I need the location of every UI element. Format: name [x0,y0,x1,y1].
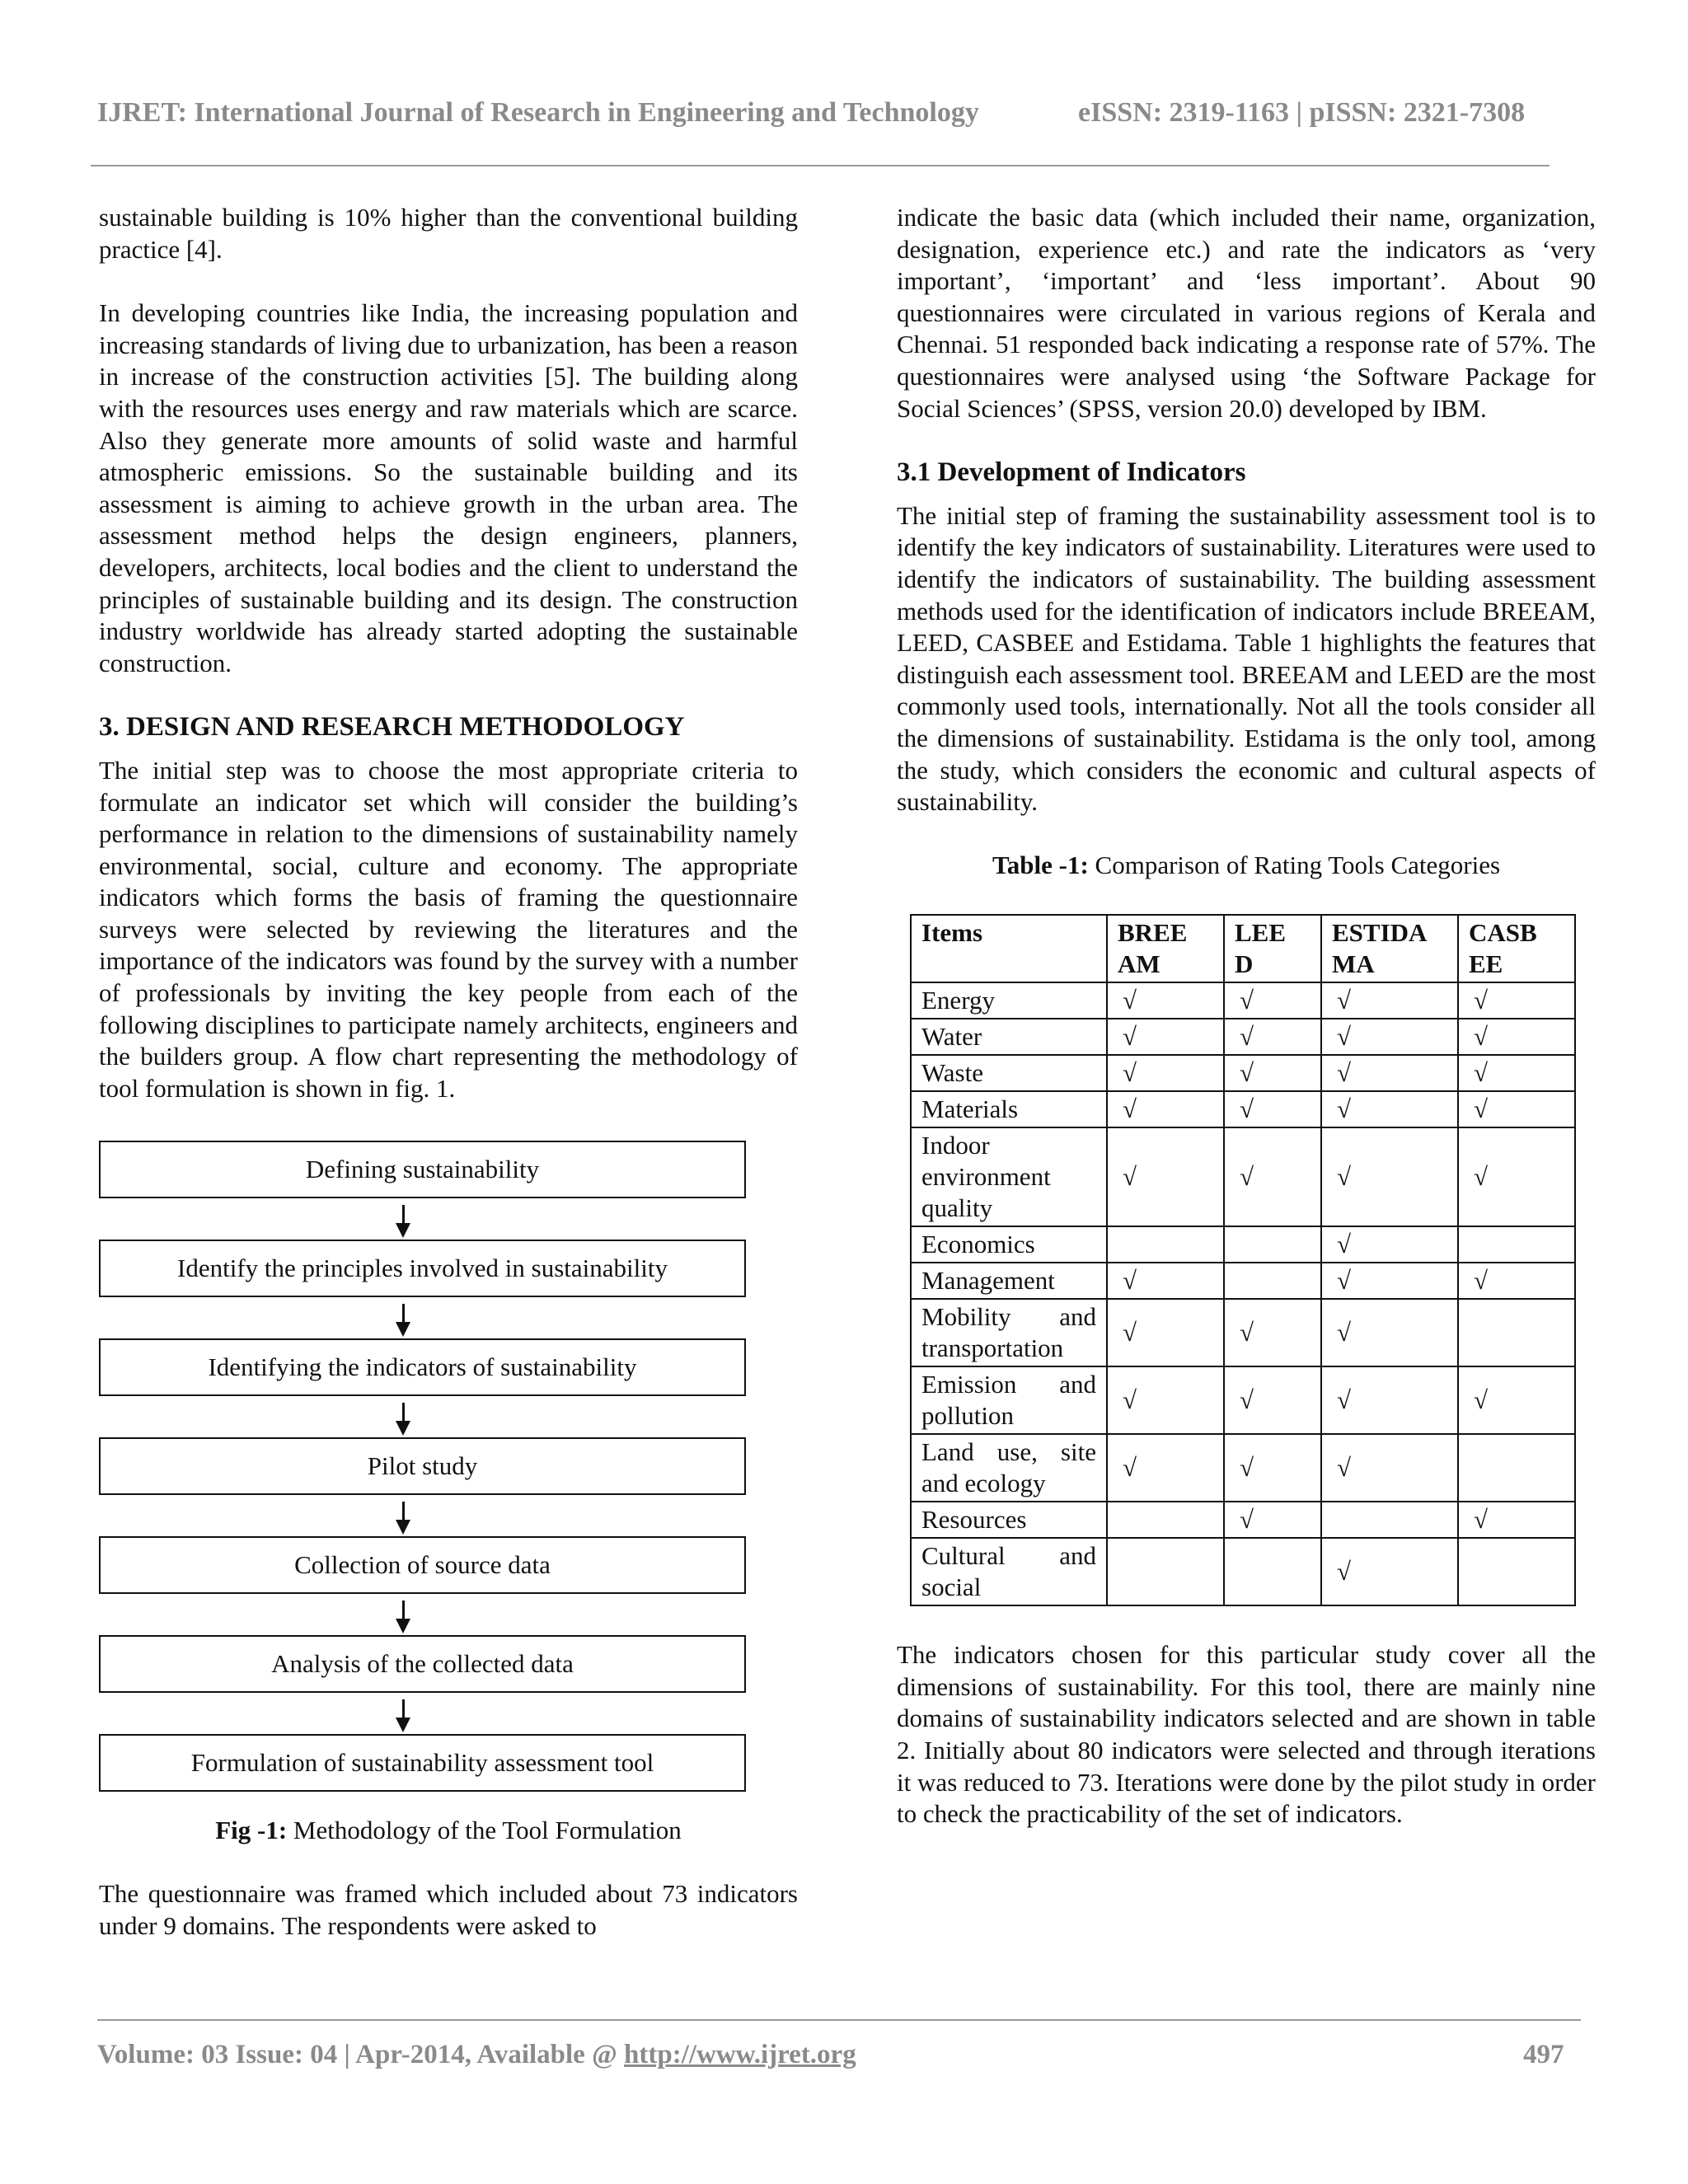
check-cell: √ [1224,1502,1321,1538]
item-cell: Emission and pollution [911,1366,1107,1434]
header-cell: LEE D [1224,915,1321,982]
check-cell: √ [1224,1127,1321,1226]
table-label: Table -1: [992,850,1089,879]
figure-caption [99,1815,798,1847]
check-cell: √ [1458,1502,1575,1538]
check-cell: √ [1224,982,1321,1019]
flow-step: Formulation of sustainability assessment tool [99,1734,746,1792]
check-cell: √ [1107,1091,1224,1127]
item-cell: Mobility and transportation [911,1299,1107,1366]
check-cell: √ [1321,1366,1458,1434]
table-row [911,1299,1575,1366]
check-cell: √ [1321,1091,1458,1127]
check-cell [1458,1434,1575,1502]
check-cell [1107,1502,1224,1538]
page-number: 497 [1523,2040,1564,2069]
methodology-flowchart [99,1141,746,1792]
item-cell: Water [911,1019,1107,1055]
item-cell: Indoor environment quality [911,1127,1107,1226]
down-arrow-icon [99,1594,746,1635]
page-header [97,97,1548,129]
down-arrow-icon [99,1198,746,1240]
comparison-table [910,914,1576,1606]
check-cell: √ [1321,1019,1458,1055]
check-cell [1224,1538,1321,1605]
check-cell [1107,1226,1224,1263]
item-cell: Management [911,1263,1107,1299]
check-cell: √ [1107,1055,1224,1091]
down-arrow-icon [99,1297,746,1338]
header-divider [91,165,1550,166]
check-cell: √ [1458,1019,1575,1055]
table-caption-text: Comparison of Rating Tools Categories [1088,850,1501,879]
figure-label: Fig -1: [215,1816,288,1845]
check-cell: √ [1458,982,1575,1019]
journal-link[interactable]: http://www.ijret.org [624,2040,856,2069]
item-cell: Resources [911,1502,1107,1538]
paragraph: The indicators chosen for this particular study cover all the dimensions of sustainability. For this tool, there are mainly nine domains of sustainability indicators selected and are shown in table 2. Initially about 80 indicators were selected and through iterations it was reduced to 73. Iterations were done by the pilot study in order to check the practicability of the set of indicators. [897,1640,1596,1829]
check-cell: √ [1321,1434,1458,1502]
table-row [911,982,1575,1019]
page-footer [97,2040,1581,2070]
left-column [99,202,798,1974]
subsection-heading: 3.1 Development of Indicators [897,457,1246,488]
header-cell: ESTIDA MA [1321,915,1458,982]
table-row [911,1055,1575,1091]
check-cell: √ [1458,1055,1575,1091]
volume-info: Volume: 03 Issue: 04 | Apr-2014, Available @ [97,2040,625,2069]
header-cell: Items [911,915,1107,982]
table-row [911,1366,1575,1434]
check-cell: √ [1224,1055,1321,1091]
check-cell: √ [1107,1299,1224,1366]
check-cell [1224,1226,1321,1263]
check-cell [1458,1299,1575,1366]
table-row [911,1538,1575,1605]
check-cell: √ [1107,1434,1224,1502]
check-cell: √ [1224,1366,1321,1434]
down-arrow-icon [99,1396,746,1437]
check-cell: √ [1321,1055,1458,1091]
item-cell: Economics [911,1226,1107,1263]
check-cell: √ [1107,1019,1224,1055]
table-row [911,1091,1575,1127]
table-row [911,1226,1575,1263]
table-caption [897,850,1596,882]
check-cell: √ [1224,1019,1321,1055]
check-cell [1224,1263,1321,1299]
check-cell: √ [1224,1299,1321,1366]
table-row [911,1263,1575,1299]
paragraph: sustainable building is 10% higher than the conventional building practice [4]. [99,203,798,264]
flow-step: Identify the principles involved in sustainability [99,1240,746,1297]
table-row [911,1019,1575,1055]
item-cell: Energy [911,982,1107,1019]
down-arrow-icon [99,1693,746,1734]
check-cell: √ [1321,1538,1458,1605]
table-row [911,1502,1575,1538]
check-cell: √ [1321,1299,1458,1366]
item-cell: Land use, site and ecology [911,1434,1107,1502]
check-cell: √ [1107,982,1224,1019]
header-cell: CASB EE [1458,915,1575,982]
table-body [911,982,1575,1605]
flow-step: Collection of source data [99,1536,746,1594]
check-cell: √ [1458,1091,1575,1127]
issn-info: eISSN: 2319-1163 | pISSN: 2321-7308 [1078,97,1526,128]
check-cell [1107,1538,1224,1605]
footer-divider [97,2019,1581,2021]
check-cell: √ [1107,1127,1224,1226]
table-header-row [911,915,1575,982]
check-cell [1321,1502,1458,1538]
check-cell: √ [1107,1366,1224,1434]
item-cell: Waste [911,1055,1107,1091]
paragraph: indicate the basic data (which included their name, organization, designation, experience etc.) and rate the indicators as ‘very important’, ‘important’ and ‘less important’. About 90 questionnaires were circulated in various regions of Kerala and Chennai. 51 responded back indicating a response rate of 57%. The questionnaires were analysed using ‘the Software Package for Social Sciences’ (SPSS, version 20.0) developed by IBM. [897,203,1596,423]
check-cell [1458,1226,1575,1263]
flow-step: Analysis of the collected data [99,1635,746,1693]
check-cell: √ [1321,1226,1458,1263]
header-cell: BREE AM [1107,915,1224,982]
check-cell: √ [1321,1263,1458,1299]
table-row [911,1127,1575,1226]
check-cell: √ [1458,1263,1575,1299]
item-cell: Cultural and social [911,1538,1107,1605]
down-arrow-icon [99,1495,746,1536]
check-cell: √ [1224,1434,1321,1502]
check-cell [1458,1538,1575,1605]
flow-step: Defining sustainability [99,1141,746,1198]
paragraph: The questionnaire was framed which included about 73 indicators under 9 domains. The respondents were asked to [99,1879,798,1940]
table-row [911,1434,1575,1502]
check-cell: √ [1107,1263,1224,1299]
check-cell: √ [1458,1127,1575,1226]
section-heading: 3. DESIGN AND RESEARCH METHODOLOGY [99,712,685,743]
flow-step: Pilot study [99,1437,746,1495]
check-cell: √ [1321,982,1458,1019]
check-cell: √ [1224,1091,1321,1127]
check-cell: √ [1321,1127,1458,1226]
paragraph: In developing countries like India, the increasing population and increasing standards of living due to urbanization, has been a reason in increase of the construction activities [5]. The building along with the resources uses energy and raw materials which are scarce. Also they generate more amounts of solid waste and harmful atmospheric emissions. So the sustainable building and its assessment is aiming to achieve growth in the urban area. The assessment method helps the design engineers, planners, developers, architects, local bodies and the client to understand the principles of sustainable building and its design. The construction industry worldwide has already started adopting the sustainable construction. [99,298,798,677]
journal-title: IJRET: International Journal of Research in Engineering and Technology [97,97,979,128]
figure-caption-text: Methodology of the Tool Formulation [287,1816,682,1845]
item-cell: Materials [911,1091,1107,1127]
paragraph: The initial step of framing the sustainability assessment tool is to identify the key indicators of sustainability. Literatures were used to identify the indicators of sustainability. The building assessment methods used for the identification of indicators include BREEAM, LEED, CASBEE and Estidama. Table 1 highlights the features that distinguish each assessment tool. BREEAM and LEED are the most commonly used tools, internationally. Not all the tools consider all the dimensions of sustainability. Estidama is the only tool, among the study, which considers the economic and cultural aspects of sustainability. [897,500,1596,817]
flow-step: Identifying the indicators of sustainability [99,1338,746,1396]
paragraph: The initial step was to choose the most appropriate criteria to formulate an indicator set which will consider the building’s performance in relation to the dimensions of sustainability namely environmental, social, culture and economy. The appropriate indicators which forms the basis of framing the questionnaire surveys were selected by reviewing the literatures and the importance of the indicators was found by the survey with a number of professionals by inviting the key people from each of the following disciplines to participate namely architects, engineers and the builders group. A flow chart representing the methodology of tool formulation is shown in fig. 1. [99,755,798,1103]
right-column [897,202,1596,1863]
check-cell: √ [1458,1366,1575,1434]
